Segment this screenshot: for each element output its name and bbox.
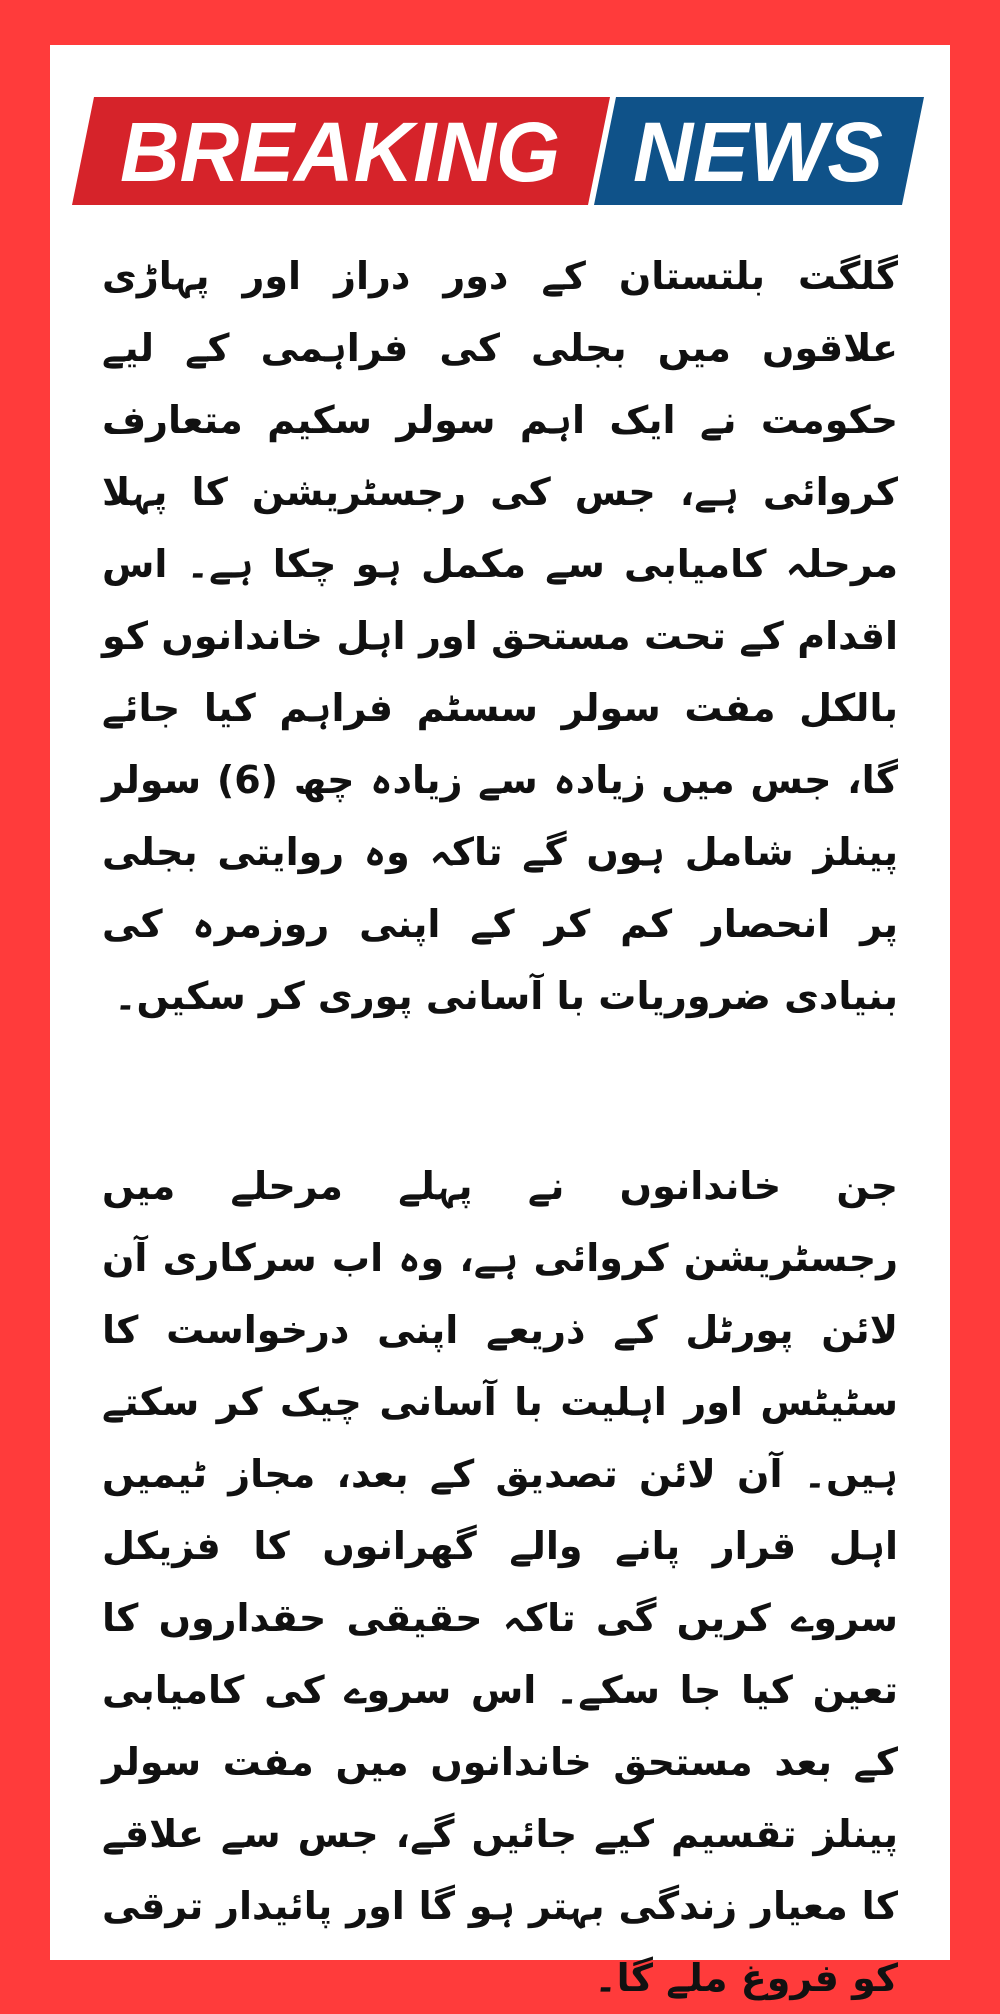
- banner-graphic: [72, 97, 924, 205]
- article-paragraph-2: جن خاندانوں نے پہلے مرحلے میں رجسٹریشن کروائی ہے، وہ اب سرکاری آن لائن پورٹل کے ذریعے اپنی درخواست کا سٹیٹس اور اہلیت با آسانی چیک کر سکتے ہیں۔ آن لائن تصدیق کے بعد، مجاز ٹیمیں اہل قرار پانے والے گھرانوں کا فزیکل سروے کریں گی تاکہ حقیقی حقداروں کا تعین کیا جا سکے۔ اس سروے کی کامیابی کے بعد مستحق خاندانوں میں مفت سولر پینلز تقسیم کیے جائیں گے، جس سے علاقے کا معیار زندگی بہتر ہو گا اور پائیدار ترقی کو فروغ ملے گا۔: [102, 1164, 898, 2000]
- article-paragraph-1: گلگت بلتستان کے دور دراز اور پہاڑی علاقوں میں بجلی کی فراہمی کے لیے حکومت نے ایک اہم سولر سکیم متعارف کروائی ہے، جس کی رجسٹریشن کا پہلا مرحلہ کامیابی سے مکمل ہو چکا ہے۔ اس اقدام کے تحت مستحق اور اہل خاندانوں کو بالکل مفت سولر سسٹم فراہم کیا جائے گا، جس میں زیادہ سے زیادہ چھ (6) سولر پینلز شامل ہوں گے تاکہ وہ روایتی بجلی پر انحصار کم کر کے اپنی روزمرہ کی بنیادی ضروریات با آسانی پوری کر سکیں۔: [102, 254, 898, 1018]
- breaking-news-banner: [72, 97, 924, 205]
- banner-word-breaking: BREAKING: [120, 105, 560, 199]
- news-card: [50, 45, 950, 2000]
- banner-word-news: NEWS: [633, 105, 883, 199]
- article-body: [80, 240, 920, 2014]
